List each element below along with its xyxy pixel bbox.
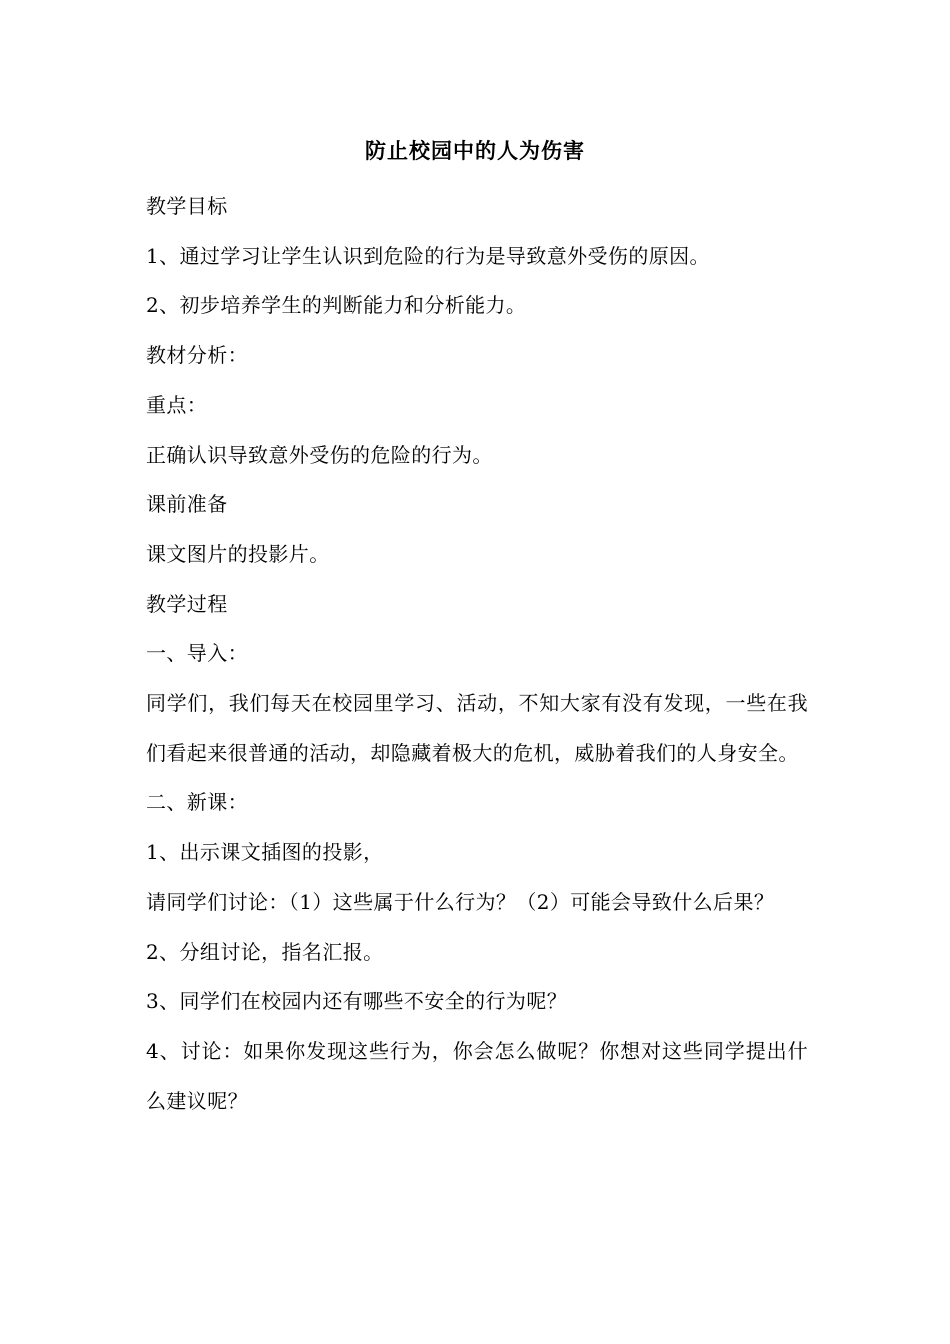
introduction-text: 同学们，我们每天在校园里学习、活动，不知大家有没有发现，一些在我们看起来很普通的活动，却隐藏着极大的危机，威胁着我们的人身安全。	[146, 691, 808, 765]
section-heading-material-analysis: 教材分析：	[146, 343, 248, 368]
section-heading-preparation: 课前准备	[146, 492, 228, 517]
section-heading-teaching-goals: 教学目标	[146, 194, 228, 218]
lesson-discussion-question: 请同学们讨论：（1）这些属于什么行为？（2）可能会导致什么后果？	[146, 889, 775, 914]
document-body	[146, 182, 808, 1126]
section-heading-key-point: 重点：	[146, 392, 208, 417]
goal-item-2: 2、初步培养学生的判断能力和分析能力。	[146, 293, 527, 318]
lesson-item-3: 3、同学们在校园内还有哪些不安全的行为呢？	[146, 989, 568, 1014]
lesson-item-1: 1、出示课文插图的投影，	[146, 840, 384, 865]
step-heading-new-lesson: 二、新课：	[146, 790, 248, 815]
section-heading-teaching-process: 教学过程	[146, 591, 228, 616]
goal-item-1: 1、通过学习让学生认识到危险的行为是导致意外受伤的原因。	[146, 243, 710, 268]
step-heading-introduction: 一、导入：	[146, 641, 248, 666]
lesson-item-4: 4、讨论：如果你发现这些行为，你会怎么做呢？你想对这些同学提出什么建议呢？	[146, 1038, 808, 1113]
key-point-text: 正确认识导致意外受伤的危险的行为。	[146, 442, 493, 467]
preparation-text: 课文图片的投影片。	[146, 541, 330, 566]
document-title: 防止校园中的人为伤害	[365, 139, 585, 163]
lesson-item-2: 2、分组讨论，指名汇报。	[146, 939, 384, 964]
